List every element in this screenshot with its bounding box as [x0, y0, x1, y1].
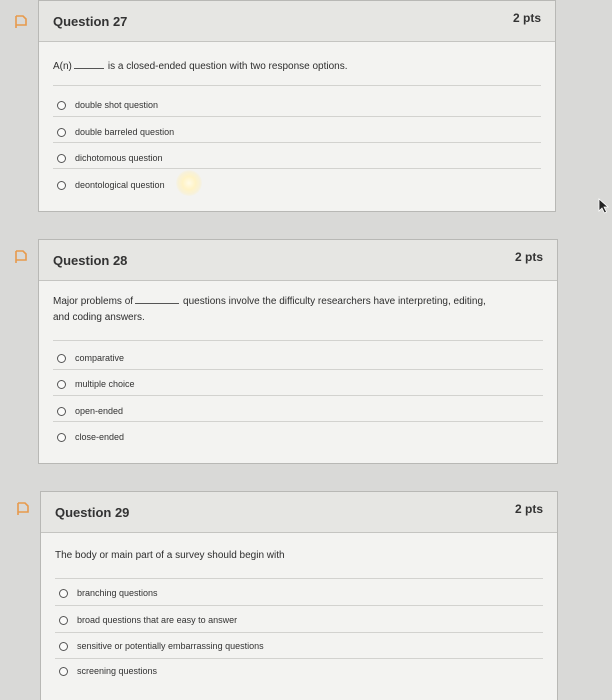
- question-29-title: Question 29: [55, 505, 130, 520]
- option-label: dichotomous question: [75, 153, 163, 163]
- radio-button[interactable]: [59, 589, 68, 598]
- option-label: close-ended: [75, 432, 125, 442]
- question-28-prompt-suffix: questions involve the difficulty researchers have interpreting, editing,: [183, 296, 486, 307]
- screen-glare: [176, 170, 202, 196]
- question-28-card: [38, 239, 558, 464]
- option-label: multiple choice: [75, 379, 135, 389]
- question-27-title: Question 27: [53, 14, 128, 29]
- question-27-option-1[interactable]: [57, 96, 158, 114]
- question-28-points: 2 pts: [514, 250, 543, 264]
- blank-line: [74, 68, 104, 69]
- divider: [55, 632, 543, 633]
- divider: [53, 395, 543, 396]
- option-label: double barreled question: [75, 127, 175, 137]
- divider: [55, 578, 543, 579]
- question-27-option-3[interactable]: [57, 149, 163, 167]
- question-29-points: 2 pts: [514, 502, 543, 516]
- radio-button[interactable]: [57, 101, 66, 110]
- question-27-prompt-suffix: is a closed-ended question with two response options.: [107, 61, 348, 72]
- option-label: double shot question: [75, 100, 159, 110]
- question-28-title: Question 28: [53, 253, 128, 268]
- radio-button[interactable]: [59, 642, 68, 651]
- radio-button[interactable]: [57, 354, 66, 363]
- question-29-option-2[interactable]: [59, 611, 237, 629]
- radio-button[interactable]: [57, 154, 66, 163]
- divider: [55, 658, 543, 659]
- option-label: sensitive or potentially embarrassing questions: [77, 641, 264, 651]
- question-27-option-2[interactable]: [57, 123, 174, 141]
- divider: [53, 168, 541, 169]
- question-28-prompt: [53, 294, 486, 326]
- divider: [53, 340, 543, 341]
- divider: [53, 369, 543, 370]
- question-27-header: [39, 1, 555, 42]
- radio-button[interactable]: [57, 433, 66, 442]
- flag-question-27-icon[interactable]: [14, 15, 28, 29]
- mouse-pointer-icon: [598, 198, 610, 214]
- divider: [55, 605, 543, 606]
- option-label: branching questions: [77, 588, 158, 598]
- option-label: screening questions: [77, 666, 158, 676]
- question-29-option-3[interactable]: [59, 637, 264, 655]
- question-27-option-4[interactable]: [57, 176, 165, 194]
- question-28-option-1[interactable]: [57, 349, 124, 367]
- question-28-option-4[interactable]: [57, 428, 124, 446]
- option-label: broad questions that are easy to answer: [77, 615, 238, 625]
- radio-button[interactable]: [57, 128, 66, 137]
- divider: [53, 421, 543, 422]
- flag-question-29-icon[interactable]: [16, 502, 30, 516]
- radio-button[interactable]: [57, 380, 66, 389]
- radio-button[interactable]: [59, 616, 68, 625]
- question-28-option-2[interactable]: [57, 375, 135, 393]
- option-label: deontological question: [75, 180, 165, 190]
- option-label: open-ended: [75, 406, 124, 416]
- divider: [53, 116, 541, 117]
- question-29-option-1[interactable]: [59, 584, 158, 602]
- question-29-header: [41, 492, 557, 533]
- question-27-prompt-prefix: A(n): [53, 61, 72, 72]
- question-29-prompt: The body or main part of a survey should begin with: [55, 550, 285, 561]
- flag-question-28-icon[interactable]: [14, 250, 28, 264]
- question-27-card: [38, 0, 556, 212]
- question-29-option-4[interactable]: [59, 662, 157, 680]
- divider: [53, 142, 541, 143]
- radio-button[interactable]: [57, 407, 66, 416]
- question-28-prompt-line2: and coding answers.: [53, 312, 145, 323]
- radio-button[interactable]: [57, 181, 66, 190]
- question-27-points: 2 pts: [512, 11, 541, 25]
- question-28-header: [39, 240, 557, 281]
- question-28-option-3[interactable]: [57, 402, 123, 420]
- question-27-prompt: [53, 59, 348, 75]
- blank-line: [135, 303, 179, 304]
- option-label: comparative: [75, 353, 125, 363]
- question-29-card: [40, 491, 558, 700]
- divider: [53, 85, 541, 86]
- radio-button[interactable]: [59, 667, 68, 676]
- question-28-prompt-prefix: Major problems of: [53, 296, 134, 307]
